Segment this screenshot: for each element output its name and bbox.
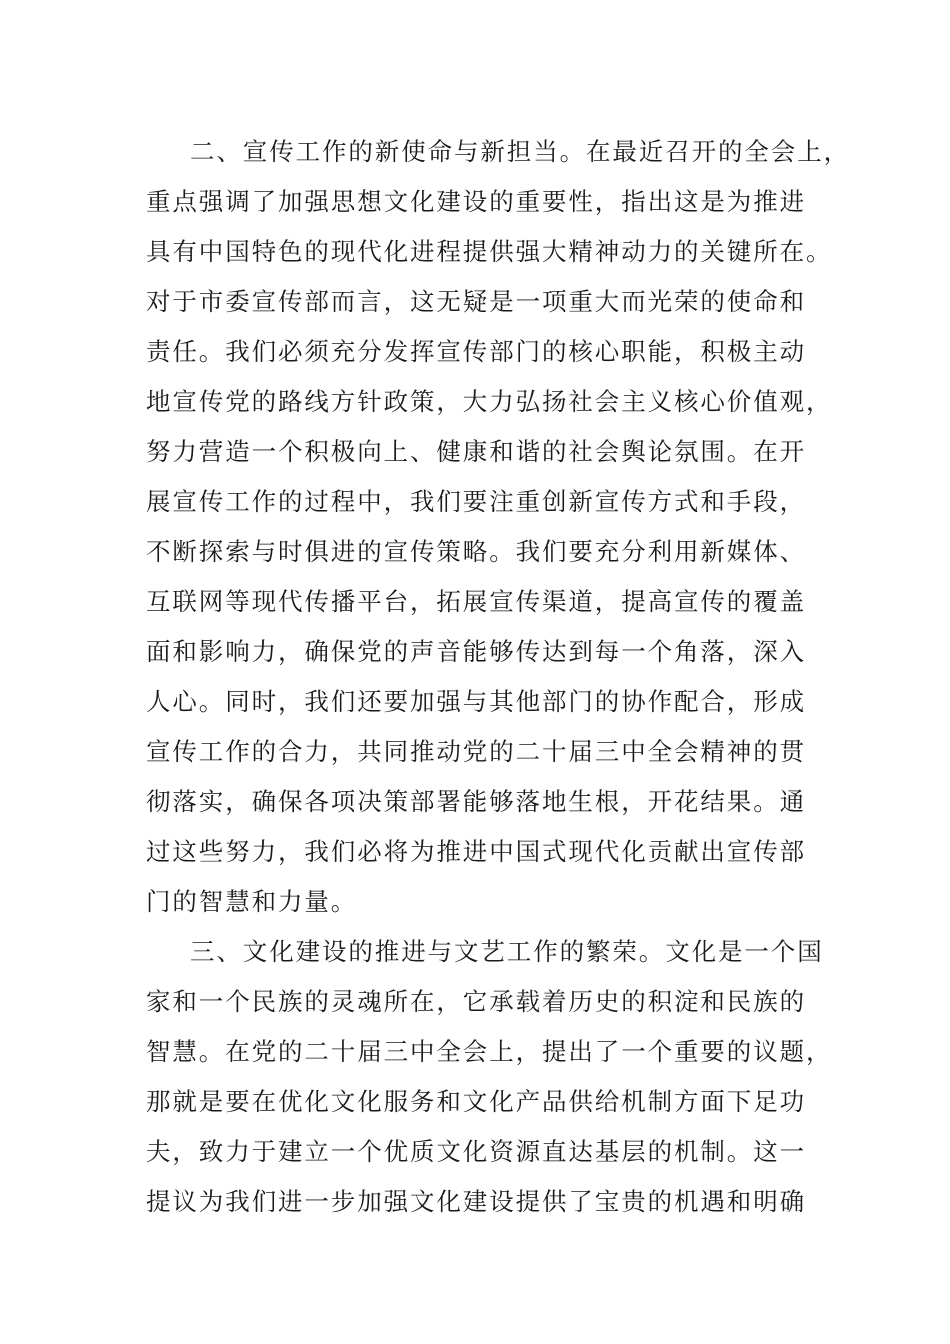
paragraph-line: 地宣传党的路线方针政策，大力弘扬社会主义核心价值观， [146,387,833,416]
paragraph-line: 对于市委宣传部而言，这无疑是一项重大而光荣的使命和 [146,287,806,316]
paragraph-line: 展宣传工作的过程中，我们要注重创新宣传方式和手段， [146,487,806,516]
paragraph-line: 人心。同时，我们还要加强与其他部门的协作配合，形成 [146,687,806,716]
paragraph-line: 互联网等现代传播平台，拓展宣传渠道，提高宣传的覆盖 [146,587,806,616]
paragraph-line: 宣传工作的合力，共同推动党的二十届三中全会精神的贯 [146,737,806,766]
paragraph-line: 不断探索与时俱进的宣传策略。我们要充分利用新媒体、 [146,537,806,566]
paragraph-line: 努力营造一个积极向上、健康和谐的社会舆论氛围。在开 [146,437,806,466]
paragraph-line: 过这些努力，我们必将为推进中国式现代化贡献出宣传部 [146,837,806,866]
paragraph-line: 家和一个民族的灵魂所在，它承载着历史的积淀和民族的 [146,987,806,1016]
paragraph-line: 提议为我们进一步加强文化建设提供了宝贵的机遇和明确 [146,1187,806,1216]
paragraph-line: 二、宣传工作的新使命与新担当。在最近召开的全会上， [190,137,850,166]
paragraph-line: 彻落实，确保各项决策部署能够落地生根，开花结果。通 [146,787,806,816]
paragraph-line: 三、文化建设的推进与文艺工作的繁荣。文化是一个国 [190,937,824,966]
paragraph-line: 门的智慧和力量。 [146,887,358,916]
paragraph-line: 夫，致力于建立一个优质文化资源直达基层的机制。这一 [146,1137,806,1166]
paragraph-line: 面和影响力，确保党的声音能够传达到每一个角落，深入 [146,637,806,666]
paragraph-line: 重点强调了加强思想文化建设的重要性，指出这是为推进 [146,187,806,216]
paragraph-line: 具有中国特色的现代化进程提供强大精神动力的关键所在。 [146,237,833,266]
paragraph-line: 责任。我们必须充分发挥宣传部门的核心职能，积极主动 [146,337,806,366]
paragraph-line: 智慧。在党的二十届三中全会上，提出了一个重要的议题， [146,1037,833,1066]
paragraph-line: 那就是要在优化文化服务和文化产品供给机制方面下足功 [146,1087,806,1116]
